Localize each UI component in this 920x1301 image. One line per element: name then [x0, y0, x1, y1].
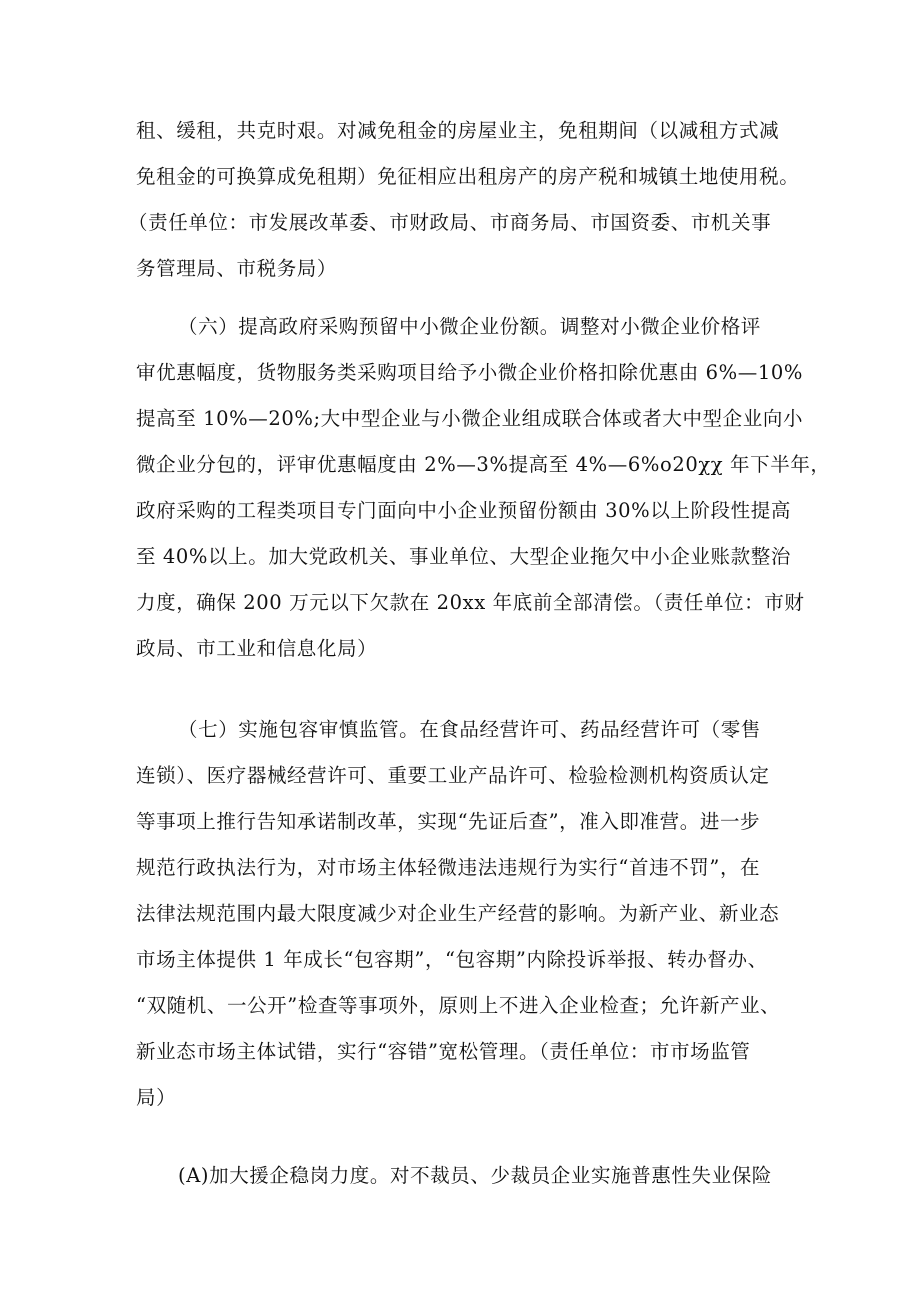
paragraph-rent-relief — [128, 108, 800, 292]
section-heading-line: (A)加大援企稳岗力度。对不裁员、少裁员企业实施普惠性失业保险 — [178, 1164, 772, 1187]
text-line: 力度，确保 200 万元以下欠款在 20xx 年底前全部清偿。（责任单位：市财 — [136, 591, 805, 614]
text-line: 至 40%以上。加大党政机关、事业单位、大型企业拖欠中小企业账款整治 — [136, 545, 791, 568]
text-line: 新业态市场主体试错，实行“容错”宽松管理。（责任单位：市市场监管 — [136, 1040, 751, 1063]
text-line: 规范行政执法行为，对市场主体轻微违法违规行为实行“首违不罚”，在 — [136, 856, 761, 879]
text-line: 局） — [136, 1086, 177, 1109]
text-line: 免租金的可换算成免租期）免征相应出租房产的房产税和城镇土地使用税。 — [136, 165, 800, 188]
text-line: 审优惠幅度，货物服务类采购项目给予小微企业价格扣除优惠由 6%—10% — [136, 361, 803, 384]
section-heading-line: （七）实施包容审慎监管。在食品经营许可、药品经营许可（零售 — [178, 718, 761, 741]
text-line: （责任单位：市发展改革委、市财政局、市商务局、市国资委、市机关事 — [128, 211, 772, 234]
text-line: 政局、市工业和信息化局） — [136, 637, 378, 660]
text-line: 等事项上推行告知承诺制改革，实现“先证后查”，准入即准营。进一步 — [136, 810, 761, 833]
text-line: 微企业分包的，评审优惠幅度由 2%—3%提高至 4%—6%o20χχ 年下半年， — [136, 453, 831, 476]
text-line: 租、缓租，共克时艰。对减免租金的房屋业主，免租期间（以减租方式减 — [136, 119, 780, 142]
text-line: 法律法规范围内最大限度减少对企业生产经营的影响。为新产业、新业态 — [136, 902, 780, 925]
text-line: “双随机、一公开”检查等事项外，原则上不进入企业检查；允许新产业、 — [136, 994, 781, 1017]
text-line: 市场主体提供 1 年成长“包容期”，“包容期”内除投诉举报、转办督办、 — [136, 948, 768, 971]
paragraph-procurement-share — [136, 304, 831, 672]
text-line: 提高至 10%—20%;大中型企业与小微企业组成联合体或者大中型企业向小 — [136, 407, 804, 430]
text-line: 务管理局、市税务局） — [136, 257, 338, 280]
text-line: 连锁）、医疗器械经营许可、重要工业产品许可、检验检测机构资质认定 — [136, 764, 770, 787]
text-line: 政府采购的工程类项目专门面向中小企业预留份额由 30%以上阶段性提高 — [136, 499, 791, 522]
paragraph-inclusive-supervision — [136, 707, 796, 1121]
section-heading-line: （六）提高政府采购预留中小微企业份额。调整对小微企业价格评 — [178, 315, 761, 338]
paragraph-job-stabilization — [136, 1153, 796, 1199]
